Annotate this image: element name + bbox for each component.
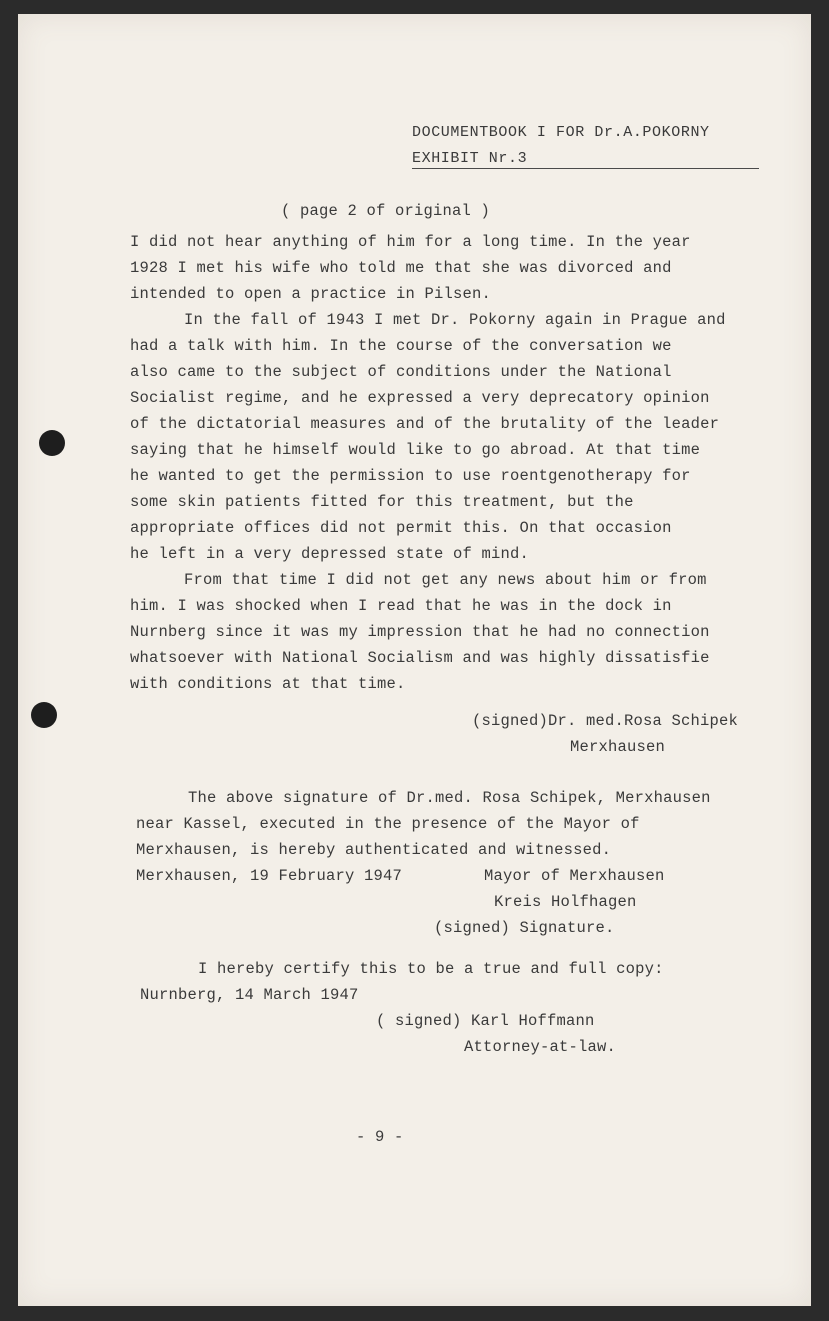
header-exhibit-line [412,150,759,169]
body-line: In the fall of 1943 I met Dr. Pokorny again in Prague and [184,311,726,329]
document-page [18,14,811,1306]
signature-place: Merxhausen [570,738,666,756]
authentication-line: Merxhausen, is hereby authenticated and witnessed. [136,841,612,859]
authentication-place-date: Merxhausen, 19 February 1947 [136,867,403,885]
body-line: had a talk with him. In the course of the conversation we [130,337,672,355]
body-line: appropriate offices did not permit this. On that occasion [130,519,672,537]
authentication-line: The above signature of Dr.med. Rosa Schipek, Merxhausen [188,789,711,807]
body-line: with conditions at that time. [130,675,406,693]
authentication-line: near Kassel, executed in the presence of the Mayor of [136,815,640,833]
certification-place-date: Nurnberg, 14 March 1947 [140,986,359,1004]
authentication-kreis: Kreis Holfhagen [494,893,637,911]
body-line: him. I was shocked when I read that he was in the dock in [130,597,672,615]
header-exhibit: EXHIBIT Nr.3 [412,150,528,167]
body-line: he wanted to get the permission to use roentgenotherapy for [130,467,691,485]
body-line: I did not hear anything of him for a long time. In the year [130,233,691,251]
header-underline [527,150,759,169]
body-line: saying that he himself would like to go abroad. At that time [130,441,701,459]
certification-title: Attorney-at-law. [464,1038,617,1056]
body-line: of the dictatorial measures and of the brutality of the leader [130,415,720,433]
body-line: Nurnberg since it was my impression that he had no connection [130,623,710,641]
punch-hole-top [39,430,65,456]
signature-name: (signed)Dr. med.Rosa Schipek [472,712,739,730]
certification-statement: I hereby certify this to be a true and full copy: [198,960,664,978]
header-document-book: DOCUMENTBOOK I FOR Dr.A.POKORNY [412,124,710,141]
body-line: some skin patients fitted for this treatment, but the [130,493,634,511]
authentication-mayor: Mayor of Merxhausen [484,867,665,885]
punch-hole-bottom [31,702,57,728]
page-number: - 9 - [356,1128,404,1146]
body-line: intended to open a practice in Pilsen. [130,285,492,303]
page-reference: ( page 2 of original ) [281,202,491,220]
body-line: From that time I did not get any news about him or from [184,571,707,589]
authentication-signed: (signed) Signature. [434,919,615,937]
body-line: he left in a very depressed state of mind. [130,545,530,563]
body-line: also came to the subject of conditions under the National [130,363,672,381]
body-line: 1928 I met his wife who told me that she was divorced and [130,259,672,277]
body-line: Socialist regime, and he expressed a very deprecatory opinion [130,389,710,407]
certification-signed: ( signed) Karl Hoffmann [376,1012,595,1030]
body-line: whatsoever with National Socialism and was highly dissatisfie [130,649,710,667]
